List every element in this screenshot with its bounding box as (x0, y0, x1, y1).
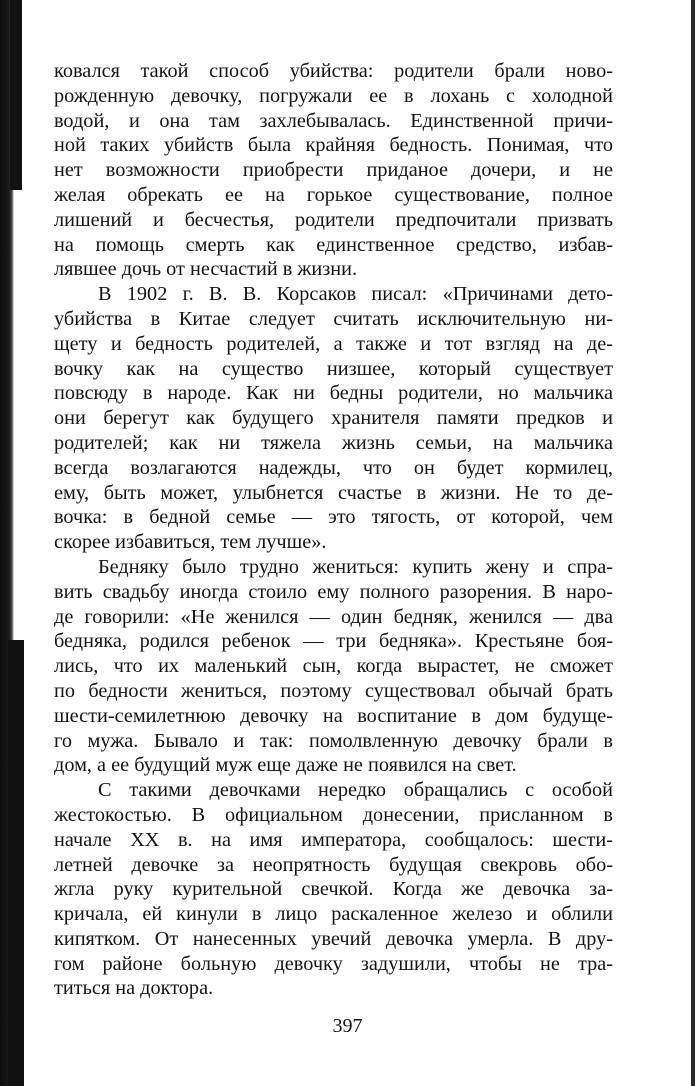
text-line: В 1902 г. В. В. Корсаков писал: «Причинами дето- (98, 283, 613, 306)
text-line: они берегут как будущего хранителя памяти предков и (54, 407, 613, 430)
text-line: повсюду в народе. Как ни бедны родители, но мальчика (54, 382, 613, 405)
page-number: 397 (332, 1015, 363, 1037)
text-line: жгла руку курительной свечкой. Когда же девочка за- (54, 878, 613, 901)
text-line: летней девочке за неопрятность будущая свекровь обо- (54, 853, 613, 876)
text-line: го мужа. Бывало и так: помолвленную девочку брали в (54, 729, 613, 752)
text-line: нет возможности приобрести приданое дочери, и не (54, 159, 613, 182)
text-line: ной таких убийств была крайняя бедность. Понимая, что (54, 134, 613, 157)
text-line: начале XX в. на имя императора, сообщалось: шести- (54, 828, 613, 851)
text-line: щету и бедность родителей, а также и тот взгляд на де- (54, 332, 613, 355)
text-line: кипятком. От нанесенных увечий девочка умерла. В дру- (54, 927, 613, 950)
text-line: бедняка, родился ребенок — три бедняка». Крестьяне боя- (54, 630, 613, 653)
body-text (54, 59, 613, 1001)
text-line: гом районе больную девочку задушили, чтобы не тра- (54, 952, 613, 975)
text-line: рожденную девочку, погружали ее в лохань с холодной (54, 84, 613, 107)
text-line: водой, и она там захлебывалась. Единственной причи- (54, 109, 613, 132)
text-line: С такими девочками нередко обращались с особой (98, 779, 613, 802)
text-line: родителей; как ни тяжела жизнь семьи, на мальчика (54, 431, 613, 454)
text-line: шести-семилетнюю девочку на воспитание в дом будуще- (54, 704, 613, 727)
text-line: вить свадьбу иногда стоило ему полного разорения. В наро- (54, 580, 613, 603)
text-line: скорее избавиться, тем лучше». (54, 531, 327, 554)
text-line: де говорили: «Не женился — один бедняк, женился — два (54, 605, 613, 628)
scan-shadow-right (691, 0, 695, 1086)
text-line: вочка: в бедной семье — это тягость, от которой, чем (54, 506, 613, 529)
text-line: дом, а ее будущий муж еще даже не появился на свет. (54, 754, 517, 777)
text-line: желая обрекать ее на горькое существование, полное (54, 183, 613, 206)
text-line: Бедняку было трудно жениться: купить жену и спра- (98, 555, 613, 578)
text-line: всегда возлагаются надежды, что он будет кормилец, (54, 456, 613, 479)
text-line: вочку как на существо низшее, который существует (54, 357, 613, 380)
text-line: убийства в Китае следует считать исключительную ни- (54, 307, 613, 330)
text-line: титься на доктора. (54, 977, 214, 1000)
text-line: ему, быть может, улыбнется счастье в жизни. Не то де- (54, 481, 613, 504)
text-line: лявшее дочь от несчастий в жизни. (54, 258, 358, 281)
text-line: по бедности жениться, поэтому существовал обычай брать (54, 679, 613, 702)
text-line: на помощь смерть как единственное средство, избав- (54, 233, 613, 256)
scan-shadow-left-top (10, 0, 22, 190)
text-line: лишений и бесчестья, родители предпочитали призвать (54, 208, 613, 231)
text-line: лись, что их маленький сын, когда вырастет, не сможет (54, 655, 613, 678)
text-line: жестокостью. В официальном донесении, присланном в (54, 803, 613, 826)
text-line: ковался такой способ убийства: родители брали ново- (54, 60, 613, 82)
text-line: кричала, ей кинули в лицо раскаленное железо и облили (54, 903, 613, 926)
